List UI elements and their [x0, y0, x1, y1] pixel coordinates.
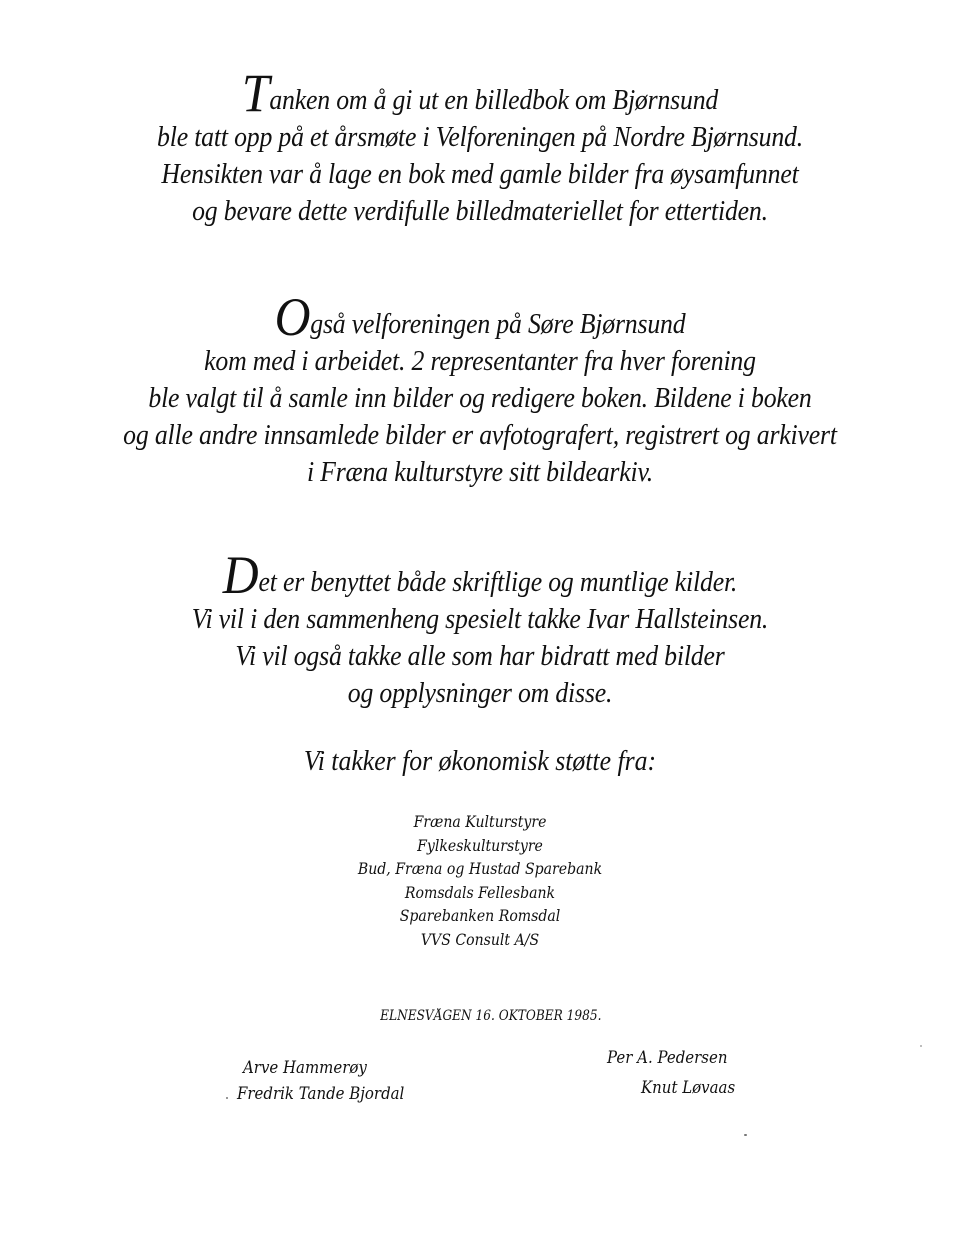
paragraph-line: [38, 63, 921, 123]
paragraph-line: Vi vil i den sammenheng spesielt takke Ivar Hallsteinsen.: [191, 604, 769, 635]
sponsor-item: Fylkeskulturstyre: [417, 835, 543, 855]
paragraph-line: [38, 287, 921, 347]
sponsor-list: [58, 810, 903, 951]
paragraph-line: ble valgt til å samle inn bilder og redigere boken. Bildene i boken: [148, 383, 812, 414]
paragraph-line: i Fræna kulturstyre sitt bildearkiv.: [306, 457, 654, 488]
paragraph-line: og opplysninger om disse.: [347, 678, 613, 709]
signature-name: Arve Hammerøy: [243, 1058, 367, 1078]
paragraph-line: og bevare dette verdifulle billedmateriellet for ettertiden.: [192, 196, 768, 227]
paragraph-sources: [38, 545, 921, 712]
sponsor-item: VVS Consult A/S: [420, 929, 540, 949]
signature-name: Fredrik Tande Bjordal: [237, 1084, 405, 1104]
sponsor-item: Bud, Fræna og Hustad Sparebank: [357, 859, 603, 878]
paragraph-collaboration: [38, 287, 921, 491]
thanks-heading: Vi takker for økonomisk støtte fra:: [303, 746, 657, 777]
paragraph-line: kom med i arbeidet. 2 representanter fra hver forening: [204, 346, 756, 377]
dropcap: D: [222, 545, 259, 605]
paragraph-line: Vi vil også takke alle som har bidratt med bilder: [235, 641, 725, 672]
sponsor-item: Fræna Kulturstyre: [413, 812, 547, 831]
scan-speck: [744, 1134, 747, 1136]
dateline: ELNESVÅGEN 16. OKTOBER 1985.: [380, 1008, 602, 1024]
scan-speck: [226, 1097, 228, 1099]
dropcap: T: [241, 63, 270, 123]
paragraph-line: [38, 545, 921, 605]
line-text: anken om å gi ut en billedbok om Bjørnsund: [269, 85, 719, 116]
paragraph-line: og alle andre innsamlede bilder er avfotografert, registrert og arkivert: [123, 420, 837, 451]
signature-name: Per A. Pedersen: [607, 1048, 728, 1068]
paragraph-line: ble tatt opp på et årsmøte i Velforeningen på Nordre Bjørnsund.: [157, 122, 803, 153]
line-text: et er benyttet både skriftlige og muntlige kilder.: [258, 567, 738, 598]
paragraph-line: Hensikten var å lage en bok med gamle bilder fra øysamfunnet: [161, 159, 799, 190]
scan-speck: [920, 1045, 922, 1047]
sponsor-item: Sparebanken Romsdal: [399, 906, 561, 925]
paragraph-intro: [38, 63, 921, 230]
dropcap: O: [274, 287, 311, 347]
line-text: gså velforeningen på Søre Bjørnsund: [310, 309, 686, 340]
signature-name: Knut Løvaas: [641, 1078, 736, 1098]
sponsor-item: Romsdals Fellesbank: [404, 882, 556, 902]
